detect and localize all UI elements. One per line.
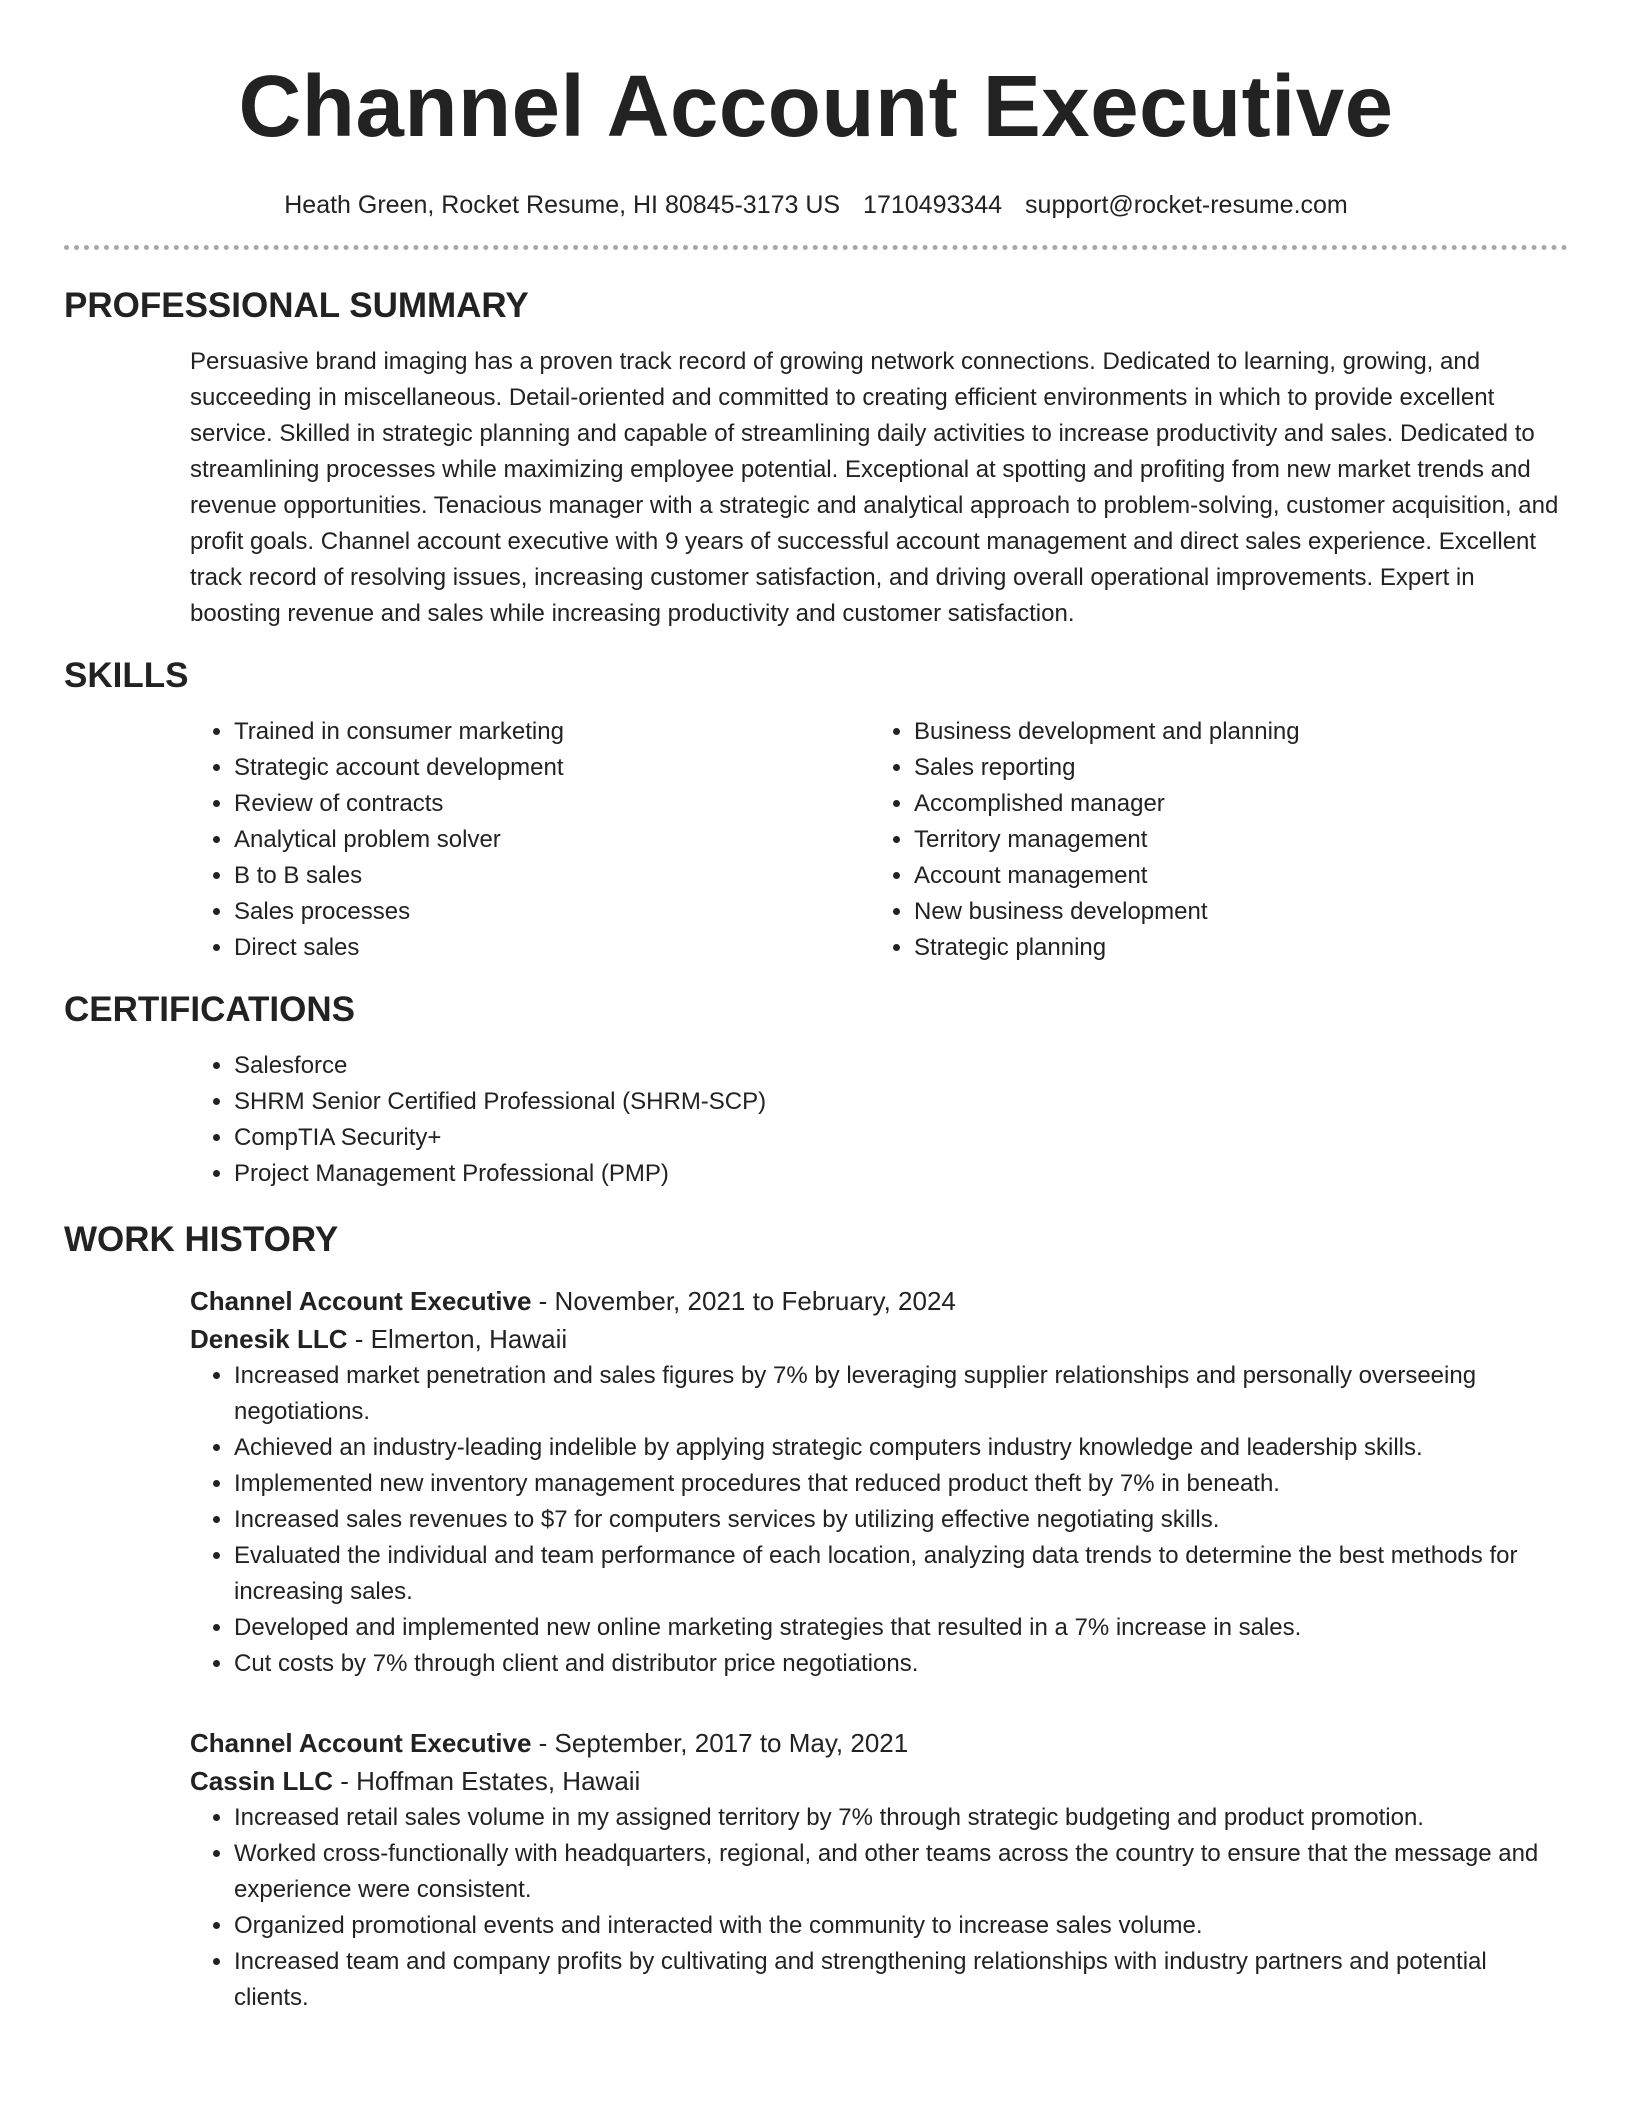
contact-email: support@rocket-resume.com — [1025, 191, 1348, 219]
list-item: • Increased market penetration and sales figures by 7% by leveraging supplier relationships and personally overseeing negotiations. — [234, 1358, 1568, 1430]
certifications-list-wrap — [190, 1048, 1568, 1192]
resume-title: Channel Account Executive — [238, 58, 1394, 155]
list-item: • Trained in consumer marketing — [234, 714, 870, 750]
list-item: • Worked cross-functionally with headquarters, regional, and other teams across the country to ensure that the message and experience were consistent. — [234, 1836, 1568, 1908]
certifications-section — [64, 988, 1568, 1192]
list-item: • SHRM Senior Certified Professional (SHRM-SCP) — [234, 1084, 1568, 1120]
list-item: • Salesforce — [234, 1048, 1568, 1084]
job-title: Channel Account Executive — [190, 1728, 532, 1758]
list-item: • Accomplished manager — [914, 786, 1550, 822]
skills-column-left — [190, 714, 870, 966]
certifications-list — [190, 1048, 1568, 1192]
header-divider — [64, 245, 1568, 250]
list-item: • Increased sales revenues to $7 for computers services by utilizing effective negotiating skills. — [234, 1502, 1568, 1538]
job-entry — [190, 1282, 1568, 1682]
list-item: • B to B sales — [234, 858, 870, 894]
skills-list-right — [870, 714, 1550, 966]
contact-address: Heath Green, Rocket Resume, HI 80845-3173 US — [284, 191, 841, 219]
job-location: - Elmerton, Hawaii — [347, 1324, 568, 1354]
skills-column-right — [870, 714, 1550, 966]
summary-section — [64, 284, 1568, 632]
list-item: • Developed and implemented new online marketing strategies that resulted in a 7% increase in sales. — [234, 1610, 1568, 1646]
list-item: • Sales reporting — [914, 750, 1550, 786]
list-item: • Project Management Professional (PMP) — [234, 1156, 1568, 1192]
list-item: • Sales processes — [234, 894, 870, 930]
job-location: - Hoffman Estates, Hawaii — [333, 1766, 641, 1796]
skills-section — [64, 654, 1568, 966]
list-item: • Strategic account development — [234, 750, 870, 786]
job-entry — [190, 1724, 1568, 2016]
skills-columns — [190, 714, 1568, 966]
job-dates: - November, 2021 to February, 2024 — [531, 1286, 956, 1316]
list-item: • Review of contracts — [234, 786, 870, 822]
job-title: Channel Account Executive — [190, 1286, 532, 1316]
list-item: • Achieved an industry-leading indelible by applying strategic computers industry knowledge and leadership skills. — [234, 1430, 1568, 1466]
list-item: • New business development — [914, 894, 1550, 930]
contact-line — [64, 188, 1568, 222]
list-item: • Account management — [914, 858, 1550, 894]
skills-list-left — [190, 714, 870, 966]
list-item: • Increased retail sales volume in my assigned territory by 7% through strategic budgeting and product promotion. — [234, 1800, 1568, 1836]
work-history-section — [64, 1218, 1568, 2016]
list-item: • CompTIA Security+ — [234, 1120, 1568, 1156]
list-item: • Implemented new inventory management procedures that reduced product theft by 7% in beneath. — [234, 1466, 1568, 1502]
list-item: • Direct sales — [234, 930, 870, 966]
list-item: • Business development and planning — [914, 714, 1550, 750]
summary-text: Persuasive brand imaging has a proven track record of growing network connections. Dedicated to learning, growing, and succeeding in miscellaneous. Detail-oriented and committed to creating efficient environments in which to provide excellent service. Skilled in strategic planning and capable of streamlining daily activities to increase productivity and sales. Dedicated to streamlining processes while maximizing employee potential. Exceptional at spotting and profiting from new market trends and revenue opportunities. Tenacious manager with a strategic and analytical approach to problem-solving, customer acquisition, and profit goals. Channel account executive with 9 years of successful account management and direct sales experience. Excellent track record of resolving issues, increasing customer satisfaction, and driving overall operational improvements. Expert in boosting revenue and sales while increasing productivity and customer satisfaction. — [190, 348, 1559, 627]
list-item: • Evaluated the individual and team performance of each location, analyzing data trends to determine the best methods for increasing sales. — [234, 1538, 1568, 1610]
job-title-line — [190, 1282, 1568, 1320]
job-title-line — [190, 1724, 1568, 1762]
contact-phone: 1710493344 — [863, 191, 1003, 219]
summary-heading: PROFESSIONAL SUMMARY — [64, 286, 529, 325]
job-company: Denesik LLC — [190, 1324, 348, 1354]
list-item: • Strategic planning — [914, 930, 1550, 966]
list-item: • Increased team and company profits by cultivating and strengthening relationships with industry partners and potential clients. — [234, 1944, 1568, 2016]
skills-heading: SKILLS — [64, 656, 189, 695]
list-item: • Territory management — [914, 822, 1550, 858]
certifications-heading: CERTIFICATIONS — [64, 990, 356, 1029]
job-bullets — [190, 1800, 1568, 2016]
list-item: • Organized promotional events and interacted with the community to increase sales volume. — [234, 1908, 1568, 1944]
job-company: Cassin LLC — [190, 1766, 334, 1796]
job-company-line — [190, 1762, 1568, 1800]
list-item: • Analytical problem solver — [234, 822, 870, 858]
job-bullets — [190, 1358, 1568, 1682]
work-history-heading: WORK HISTORY — [64, 1220, 339, 1259]
list-item: • Cut costs by 7% through client and distributor price negotiations. — [234, 1646, 1568, 1682]
job-company-line — [190, 1320, 1568, 1358]
job-dates: - September, 2017 to May, 2021 — [531, 1728, 909, 1758]
